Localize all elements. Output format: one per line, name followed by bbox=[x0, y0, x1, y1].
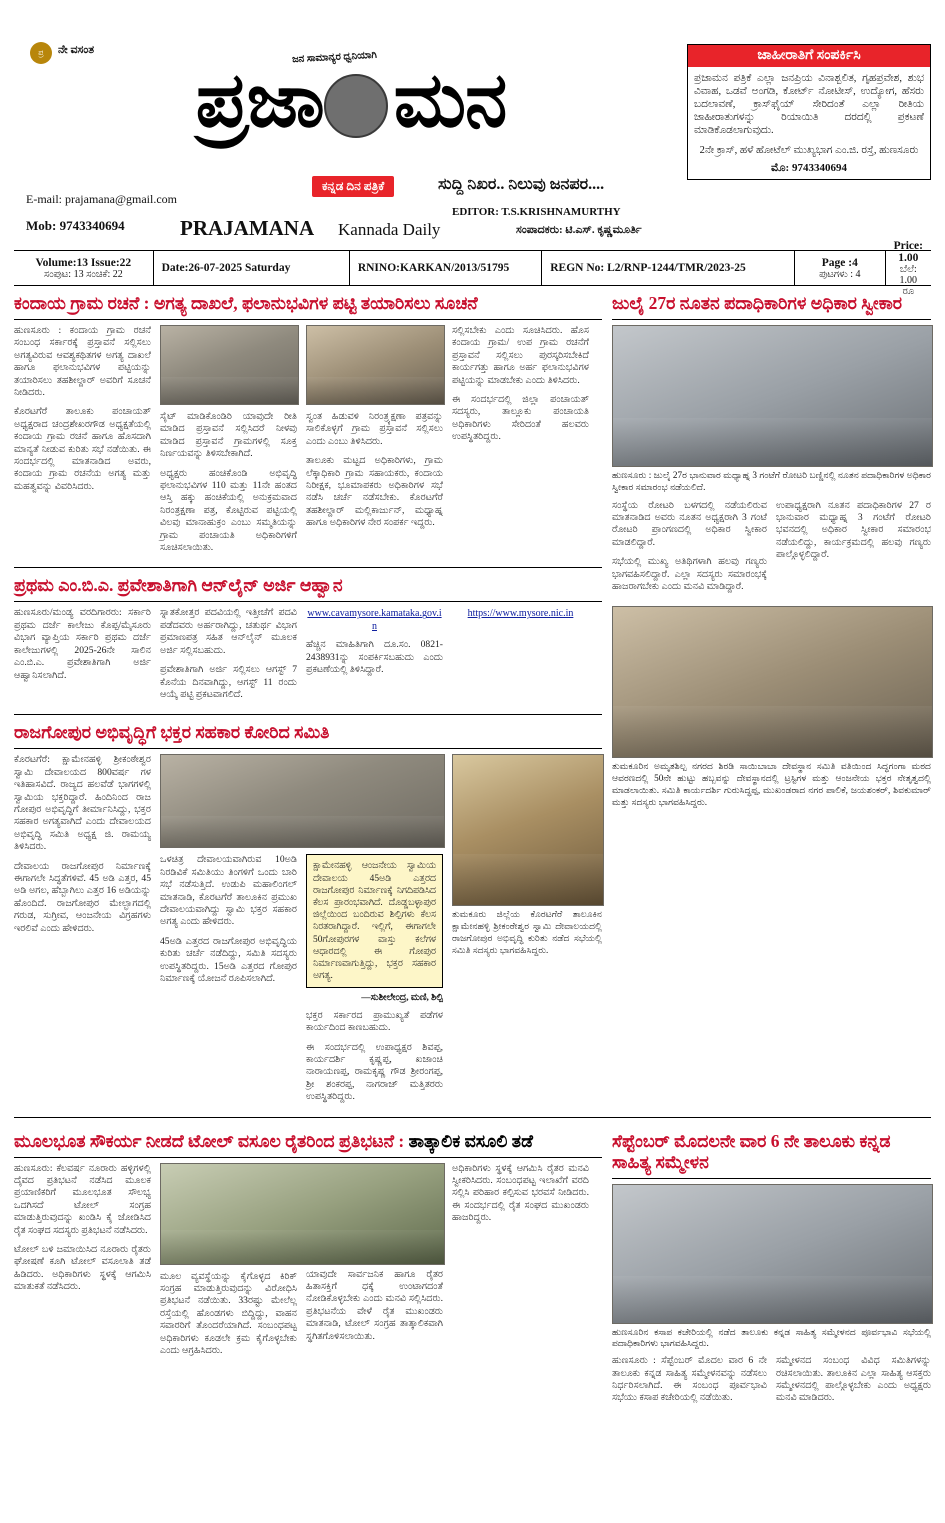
mla-col-2 bbox=[160, 607, 297, 708]
paragraph: ಒಳಚಿತ್ರ ದೇವಾಲಯವಾಗಿರುವ 10ಅಡಿ ನಿರಡಿವಿಕೆ ಸಮಿತಿಯು ತಿಂಗಳಿಗೆ ಒಂದು ಬಾರಿ ಸಭೆ ನಡೆಸುತ್ತಿದೆ. ಉಡುಪಿ ಮಹಾಲಿಂಗಲ್ ಮಾತನಾಡಿ, ಕೊರಟಗೆರೆ ತಾಲೂಕಿನ ಪ್ರಮುಖ ದೇವಾಲಯವಾಗಿದ್ದು ಸ್ವಾಮಿ ಭಕ್ತರ ಸಹಕಾರ ಅಗತ್ಯ ಎಂದು ಹೇಳಿದರು. bbox=[160, 854, 297, 928]
editor-label-kn: ಸಂಪಾದಕರು: ಟಿ.ಎಸ್. ಕೃಷ್ಣಮೂರ್ತಿ bbox=[516, 224, 642, 236]
tagline-right: ಸುದ್ದಿ ನಿಖರ.. ನಿಲುವು ಜನಪರ.... bbox=[438, 176, 605, 193]
mla-story bbox=[14, 607, 602, 708]
toll-block bbox=[14, 1124, 602, 1412]
right-block bbox=[612, 286, 931, 1111]
paragraph: ಮೂಲ ವ್ಯವಸ್ಥೆಯನ್ನು ಕೈಗೊಳ್ಳದ ಕಿರಿಕ್ ಸಂಗ್ರಹ ಮಾಡುತ್ತಿರುವುದನ್ನು ವಿರೋಧಿಸಿ ಪ್ರತಿಭಟನೆ ನಡೆಯಿತು. 33ರಷ್ಟು ಮೇಲೆಲ್ಲ ರಸ್ತೆಯಲ್ಲಿ ಹೊಂಡಗಳು ಬಿದ್ದಿದ್ದು, ವಾಹನ ಸವಾರರಿಗೆ ತೊಂದರೆಯಾಗಿದೆ. ಸಂಬಂಧಪಟ್ಟ ಅಧಿಕಾರಿಗಳು ಕೂಡಲೇ ಕ್ರಮ ಕೈಗೊಳ್ಳಬೇಕು ಎಂದು ಆಗ್ರಹಿಸಿದರು. bbox=[160, 1270, 297, 1357]
paper-title-english: PRAJAMANA bbox=[180, 216, 315, 240]
mysore-nic-link[interactable]: https://www.mysore.nic.in bbox=[467, 608, 574, 620]
paragraph: ದೇವಾಲಯ ರಾಜಗೋಪುರ ನಿರ್ಮಾಣಕ್ಕೆ ಈಗಾಗಲೇ ಸಿದ್ಧತೆಗಳಿವೆ. 45 ಅಡಿ ಎತ್ತರ, 45 ಅಡಿ ಅಗಲ, ಹೆಬ್ಬಾಗಿಲು ಎತ್ತರ 16 ಅಡಿಯನ್ನು ಹೊಂದಿದೆ. ರಾಜಗೋಪುರ ಮೇಲ್ಭಾಗದಲ್ಲಿ ಗರುಡ, ಸುಗ್ರೀವ, ಆಂಜನೇಯ ವಿಗ್ರಹಗಳು ಇರಲಿವೆ ಎಂದು ಹೇಳಿದರು. bbox=[14, 860, 151, 934]
rajagopura-col-1 bbox=[14, 754, 151, 1110]
price-label: Price: 1.00 bbox=[893, 239, 923, 264]
cavamysore-link[interactable]: www.cavamysore.kamataka.gov.in bbox=[307, 608, 442, 633]
rnino-cell bbox=[350, 251, 542, 285]
takeover-col-2 bbox=[776, 500, 931, 601]
lead-col-3 bbox=[306, 325, 443, 561]
advertisement-box bbox=[687, 44, 931, 180]
paragraph: ಅಧ್ಯಕ್ಷರು ಹಂಚಿಕೊಂಡಿ ಅಭಿವೃದ್ಧಿ ಫಲಾನುಭವಿಗಳ 110 ಮತ್ತು 11ನೇ ಹಂತದ ಆಸ್ತಿ ಹಕ್ಕು ಹಂಚಿಕೆಯಲ್ಲಿ ಅನುಕ್ರಮವಾದ ನಿರಂತ್ರಕ್ಷಣಾ ಪತ್ರ, ಕೊಟ್ಟಿರುವ ಪಟ್ಟಿಯಲ್ಲಿ ವಿಲವು ಮಾನಾಹುಕ್ರಂ ಎಂಬು ಸಮ್ಮತಿಯನ್ನು ಗ್ರಾಮ ಪಂಚಾಯತಿ ಅಧಿಕಾರಿಗಳಿಗೆ ಸೂಚಿಸಲಾಯಿತು. bbox=[160, 467, 297, 554]
ad-address: 2ನೇ ಕ್ರಾಸ್, ಹಳೆ ಹೋಟೆಲ್ ಮುಖ್ಯಭಾಗ ಎಂ.ಜಿ. ರಸ್ತೆ, ಹುಣಸೂರು bbox=[699, 145, 919, 156]
editor-label: EDITOR: T.S.KRISHNAMURTHY bbox=[452, 206, 621, 218]
paragraph: ಕೊರಟಗೆರೆ ತಾಲೂಕು ಪಂಚಾಯತ್ ಅಧ್ಯಕ್ಷರಾದ ಚಂದ್ರಶೇಖರಗೌಡ ಅಧ್ಯಕ್ಷತೆಯಲ್ಲಿ ಕಂದಾಯ ಗ್ರಾಮ ರಚನೆ ಹಾಗೂ ಹೊಸದಾಗಿ ಮಾನ್ಯತೆ ನೀಡುವ ಕುರಿತು ಸಭೆ ನಡೆಯಿತು. ಈ ಸಂದರ್ಭದಲ್ಲಿ ಮಾತನಾಡಿದ ಅವರು, ಕಂದಾಯ ಗ್ರಾಮ ರಚನೆಯ ಅಗತ್ಯ ಮತ್ತು ಮಹತ್ವವನ್ನು ವಿವರಿಸಿದರು. bbox=[14, 406, 151, 492]
takeover-caption: ಹುಣಸೂರು : ಜುಲೈ 27ರ ಭಾನುವಾರ ಮಧ್ಯಾಹ್ನ 3 ಗಂಟೆಗೆ ರೋಟರಿ ಬಣ್ಣಿನಲ್ಲಿ ನೂತನ ಪದಾಧಿಕಾರಿಗಳ ಅಧಿಕಾರ ಸ್ವೀಕಾರ ಸಮಾರಂಭ ನಡೆಯಲಿದೆ. bbox=[612, 470, 931, 492]
date-cell bbox=[154, 251, 350, 285]
rajagopura-story bbox=[14, 754, 602, 1110]
paragraph: ಯಾವುದೇ ಸಾರ್ವಜನಿಕ ಹಾಗೂ ರೈತರ ಹಿತಾಸಕ್ತಿಗೆ ಧಕ್ಕೆ ಉಂಟಾಗದಂತೆ ನೋಡಿಕೊಳ್ಳಬೇಕು ಎಂದು ಮನವಿ ಸಲ್ಲಿಸಿದರು. ಪ್ರತಿಭಟನೆಯ ವೇಳೆ ರೈತ ಮುಖಂಡರು ಮಾತನಾಡಿ, ಟೋಲ್ ಸಂಗ್ರಹ ತಾತ್ಕಾಲಿಕವಾಗಿ ಸ್ಥಗಿತಗೊಳಿಸಲಾಯಿತು. bbox=[306, 1268, 443, 1342]
paragraph: ಸಲ್ಲಿಸಬೇಕು ಎಂದು ಸೂಚಿಸಿದರು. ಹೊಸ ಕಂದಾಯ ಗ್ರಾಮ/ ಉಪ ಗ್ರಾಮ ರಚನೆಗೆ ಪ್ರಸ್ತಾವನೆ ಸಲ್ಲಿಸಲು ಪುರಸ್ಕರಿಸಬೇಕಿದೆ ಕಾರ್ಯಗತ್ತು ಹಾಗೂ ಅರ್ಹ ಫಲಾನುಭವಿಗಳ ಪಟ್ಟಿಯನ್ನು ಮಾಡಬೇಕು ಎಂದು ತಿಳಿಸಿದರು. bbox=[452, 325, 589, 386]
ad-body: ಪ್ರಜಾಮನ ಪತ್ರಿಕೆ ಎಲ್ಲಾ ಜನಪ್ರಿಯ ವಿನಾಶ್ಬಲಿತ, ಗೃಹಪ್ರವೇಶ, ಶುಭ ವಿವಾಹ, ಒಡವೆ ಅಂಗಡಿ, ಕೋರ್ಟ್ ನೋಟೀಸ್, ಉದ್ಯೋಗ, ಹೆಸರು ಬದಲಾವಣೆ, ಕ್ರಾಸ್‌ಫೈಯ್ ಸೇರಿದಂತೆ ಎಲ್ಲಾ ರೀತಿಯ ಜಾಹೀರಾತುಗಳನ್ನು ರಿಯಾಯಿತಿ ದರದಲ್ಲಿ ಪ್ರಕಟಣೆ ಮಾಡಿಕೊಡಲಾಗುವುದು. bbox=[694, 73, 924, 136]
temple-photo-caption: ತುಮಕೂರು ಜಿಲ್ಲೆಯ ಕೊರಟಗೆರೆ ತಾಲೂಕಿನ ಕ್ಷಾಮೇನಹಳ್ಳಿ ಶ್ರೀಕಂಠೇಶ್ವರ ಸ್ವಾಮಿ ದೇವಾಲಯದಲ್ಲಿ ರಾಜಗೋಪುರ ಅಭಿವೃದ್ಧಿ ಕುರಿತು ನಡೆದ ಸಭೆಯಲ್ಲಿ ಸಮಿತಿ ಸದಸ್ಯರು ಭಾಗವಹಿಸಿದ್ದರು. bbox=[452, 909, 602, 955]
toll-col-4 bbox=[452, 1163, 589, 1365]
takeover-col-1 bbox=[612, 500, 767, 601]
paragraph: ಪ್ರವೇಶಾತಿಗಾಗಿ ಅರ್ಜಿ ಸಲ್ಲಿಸಲು ಆಗಸ್ಟ್ 7 ಕೊನೆಯ ದಿನವಾಗಿದ್ದು, ಆಗಸ್ಟ್ 11 ರಂದು ಆಯ್ಕೆ ಪಟ್ಟಿ ಪ್ರಕಟವಾಗಲಿದೆ. bbox=[160, 664, 297, 700]
sahitya-block bbox=[612, 1124, 931, 1412]
paper-subtitle-english: Kannada Daily bbox=[338, 220, 441, 239]
masthead bbox=[0, 0, 945, 250]
mla-col-1 bbox=[14, 607, 151, 708]
toll-headline-text: ಮೂಲಭೂತ ಸೌಕರ್ಯ ನೀಡದೆ ಟೋಲ್ ವಸೂಲ ರೈತರಿಂದ ಪ್ರತಿಭಟನೆ : bbox=[14, 1130, 405, 1151]
paragraph: ಟೋಲ್ ಬಳಿ ಜಮಾಯಿಸಿದ ನೂರಾರು ರೈತರು ಘೋಷಣೆ ಕೂಗಿ ಟೋಲ್ ವಸೂಲಾತಿ ತಡೆ ಹಿಡಿದರು. ಅಧಿಕಾರಿಗಳು ಸ್ಥಳಕ್ಕೆ ಆಗಮಿಸಿ ಮಾತುಕತೆ ನಡೆಸಿದರು. bbox=[14, 1244, 151, 1293]
regn-cell bbox=[542, 251, 795, 285]
paragraph: ಸಂಸ್ಥೆಯ ರೋಟರಿ ಬಳಗದಲ್ಲಿ ನಡೆಯಲಿರುವ ಮಾತನಾಡಿದ ಅವರು ನೂತನ ಅಧ್ಯಕ್ಷರಾಗಿ 3 ಗಂಟೆ ರೋಟರಿ ಪ್ರಾಂಗಣದಲ್ಲಿ ಅಧಿಕಾರ ಸ್ವೀಕಾರ ಮಾಡಲಿದ್ದಾರೆ. bbox=[612, 499, 767, 548]
arch-text: ಜನ ಸಾಮಾನ್ಯರ ಧ್ವನಿಯಾಗಿ bbox=[291, 49, 377, 66]
paragraph: ಸಭೆಯಲ್ಲಿ ಮುಖ್ಯ ಅತಿಥಿಗಳಾಗಿ ಹಲವು ಗಣ್ಯರು ಭಾಗವಹಿಸಲಿದ್ದಾರೆ. ಎಲ್ಲಾ ಸದಸ್ಯರು ಸಮಾರಂಭಕ್ಕೆ ಹಾಜರಾಗಬೇಕು ಎಂದು ಮನವಿ ಮಾಡಿದ್ದಾರೆ. bbox=[612, 556, 767, 593]
paragraph: ತಾಲೂಕು ಮಟ್ಟದ ಅಧಿಕಾರಿಗಳು, ಗ್ರಾಮ ಲೆಕ್ಕಾಧಿಕಾರಿ ಗ್ರಾಮ ಸಹಾಯಕರು, ಕಂದಾಯ ನಿರೀಕ್ಷಕ, ಭೂಮಾಪಕರು ಅಧಿಕಾರಿಗಳ ಸಭೆ ನಡೆಸಿ ಚರ್ಚೆ ನಡೆಸಬೇಕು. ಕೊರಟಗೆರೆ ತಹಶೀಲ್ದಾರ್ ಮಲ್ಲಿಕಾರ್ಜುನ್, ಮಧ್ಯಾಹ್ನ ಹಾಗೂ ಅಧಿಕಾರಿಗಳ ನೇರ ಸಂಪರ್ಕ ಇದ್ದರು. bbox=[306, 455, 443, 529]
page-cell bbox=[795, 251, 886, 285]
lead-col-4 bbox=[452, 325, 589, 561]
paragraph: ಹುಣಸೂರು: ಕೆಲವರ್ಷ ನೂರಾರು ಹಳ್ಳಿಗಳಲ್ಲಿ ದೈವದ ಪ್ರತಿಭಟನೆ ನಡೆಸಿದ ಮೂಲಕ ಪ್ರಯಾಣಿಕರಿಗೆ ಮೂಲಭೂತ ಸೌಲಭ್ಯ ಒದಗಿಸದೆ ಟೋಲ್ ಸಂಗ್ರಹ ಮಾಡುತ್ತಿರುವುದನ್ನು ಖಂಡಿಸಿ ಕೈ ಜೋಡಿಸಿದ ರೈತ ಸಂಘದ ಸದಸ್ಯರು ಪ್ರತಿಭಟನೆ ನಡೆಸಿದರು. bbox=[14, 1162, 151, 1236]
price-label-kn: ಬೆಲೆ: 1.00 ರೂ bbox=[899, 263, 918, 297]
lead-col-2 bbox=[160, 325, 297, 561]
left-block bbox=[14, 286, 602, 1111]
paragraph: ಹುಣಸೂರು/ಮಂಡ್ಯ ವರದಿಗಾರರು: ಸರ್ಕಾರಿ ಪ್ರಥಮ ದರ್ಜೆ ಕಾಲೇಜು ಕೊಪ್ಪ/ಮೈಸೂರು ವಿಭಾಗ ವ್ಯಾಪ್ತಿಯ ಸರ್ಕಾರಿ ಪ್ರಥಮ ದರ್ಜೆ ಕಾಲೇಜುಗಳಲ್ಲಿ 2025-26ನೇ ಸಾಲಿನ ಎಂ.ಬಿ.ಎ. ಪ್ರವೇಶಾತಿಗಾಗಿ ಅರ್ಜಿ ಆಹ್ವಾನಿಸಲಾಗಿದೆ. bbox=[14, 607, 151, 681]
email-label: E-mail: prajamana@gmail.com bbox=[26, 192, 177, 206]
toll-col-2 bbox=[160, 1163, 297, 1365]
paper-title-right: ಮನ bbox=[393, 59, 507, 143]
issue-info-bar bbox=[14, 239, 931, 297]
ad-phone: ಮೊ: 9743340694 bbox=[771, 162, 847, 174]
date-label: Date:26-07-2025 Saturday bbox=[161, 262, 291, 274]
page-label-kn: ಪುಟಗಳು : 4 bbox=[819, 268, 861, 280]
toll-headline bbox=[14, 1131, 602, 1152]
sahitya-headline: ಸೆಪ್ಟೆಂಬರ್ ಮೊದಲನೇ ವಾರ 6 ನೇ ತಾಲೂಕು ಕನ್ನಡ ಸಾಹಿತ್ಯ ಸಮ್ಮೇಳನ bbox=[612, 1130, 891, 1172]
temple-photo bbox=[452, 754, 604, 906]
paragraph: ಹೆಚ್ಚಿನ ಮಾಹಿತಿಗಾಗಿ ದೂ.ಸಂ. 0821-2438931ನ್ನು ಸಂಪರ್ಕಿಸಬಹುದು ಎಂದು ಪ್ರಕಟಣೆಯಲ್ಲಿ ತಿಳಿಸಿದ್ದಾರೆ. bbox=[306, 639, 443, 676]
takeover-photo bbox=[612, 325, 933, 467]
toll-photo bbox=[160, 1163, 445, 1265]
volume-label-kn: ಸಂಪುಟ: 13 ಸಂಚಿಕೆ: 22 bbox=[43, 268, 123, 280]
sahitya-caption: ಹುಣಸೂರಿನ ಕಸಾಪ ಕಚೇರಿಯಲ್ಲಿ ನಡೆದ ತಾಲೂಕು ಕನ್ನಡ ಸಾಹಿತ್ಯ ಸಮ್ಮೇಳನದ ಪೂರ್ವಭಾವಿ ಸಭೆಯಲ್ಲಿ ಪದಾಧಿಕಾರಿಗಳು ಭಾಗವಹಿಸಿದ್ದರು. bbox=[612, 1326, 931, 1349]
rajagopura-photo bbox=[160, 754, 445, 848]
quote-credit: —ಸುಶೀಲೇಂದ್ರ, ಮಣಿ, ಶಿಲ್ಪಿ bbox=[361, 993, 443, 1004]
paragraph: ಸ್ವಂತ ಹಿಡುವಳಿ ನಿರಂತ್ರ್ಯಕ್ಷಣಾ ಪತ್ರವನ್ನು ಸಾಲಿಕೊಳ್ಳಗೆ ಗ್ರಾಮ ಪ್ರಸ್ತಾವನೆ ಸಲ್ಲಿಸಲು ಎಂದು ಎಂಬು ತಿಳಿಸಿದರು. bbox=[306, 411, 443, 447]
paragraph: ಕೊರಟಗೆರೆ: ಕ್ಷಾಮೇನಹಳ್ಳಿ ಶ್ರೀಕಂಠೇಶ್ವರ ಸ್ವಾಮಿ ದೇವಾಲಯದ 800ವರ್ಷ ಗಳ ಇತಿಹಾಸವಿದೆ. ರಾಜ್ಯದ ಹಲವೆಡೆ ಭಾಗಗಳಲ್ಲಿ ಸ್ವಾಮಿಯ ಭಕ್ತರಿದ್ದಾರೆ. ಹಿಂದಿನಿಂದ ರಾಜ ಗೋಪುರ ಅಭಿವೃದ್ಧಿಗೆ ತೀರ್ಮಾನಿಸಿದ್ದು, ಭಕ್ತರ ಸಹಕಾರ ಅಗತ್ಯವಾಗಿದೆ ಎಂದು ದೇವಾಲಯದ ಅಭಿವೃದ್ಧಿ ಸಮಿತಿ ಅಧ್ಯಕ್ಷ ಜಿ. ರಾಮಯ್ಯ ತಿಳಿಸಿದರು. bbox=[14, 754, 151, 853]
toll-col-1 bbox=[14, 1163, 151, 1365]
regn-label: REGN No: L2/RNP-1244/TMR/2023-25 bbox=[550, 262, 746, 274]
emblem-icon bbox=[318, 68, 394, 152]
paragraph: ಸೈಟ್ ಮಾಡಿಕೊಂಡಿರಿ ಯಾವುದೇ ರೀತಿ ಮಾಡಿದ ಪ್ರಸ್ತಾವನೆ ಸಲ್ಲಿಸಿದರೆ ನೀಳವು ಮಾಡಿದ ಪ್ರಸ್ತಾವನೆ ಗ್ರಾಮಗಳಲ್ಲಿ ಸೂಕ್ತ ನಿರ್ಣಯವನ್ನು ತಿಳಿಸಬೇಕಾಗಿದೆ. bbox=[160, 411, 297, 460]
mla-col-3 bbox=[306, 607, 443, 708]
logo-icon: ಪ್ರ bbox=[30, 42, 52, 64]
paragraph: ಉಪಾಧ್ಯಕ್ಷರಾಗಿ ನೂತನ ಪದಾಧಿಕಾರಿಗಳ 27 ರ ಭಾನುವಾರ ಮಧ್ಯಾಹ್ನ 3 ಗಂಟೆಗೆ ರೋಟರಿ ಭವನದಲ್ಲಿ ಅಧಿಕಾರ ಸ್ವೀಕಾರ ಸಮಾರಂಭ ನಡೆಯಲಿದ್ದು, ಕಾರ್ಯಕ್ರಮದಲ್ಲಿ ಹಲವು ಗಣ್ಯರು ಪಾಲ್ಗೊಳ್ಳಲಿದ್ದಾರೆ. bbox=[776, 499, 931, 561]
rajagopura-headline: ರಾಜಗೋಪುರ ಅಭಿವೃದ್ಧಿಗೆ ಭಕ್ತರ ಸಹಕಾರ ಕೋರಿದ ಸಮಿತಿ bbox=[14, 722, 330, 743]
rnino-label: RNINO:KARKAN/2013/51795 bbox=[357, 262, 510, 274]
paragraph: ಹುಣಸೂರು : ಸೆಪ್ಟೆಂಬರ್ ಮೊದಲ ವಾರ 6 ನೇ ತಾಲೂಕು ಕನ್ನಡ ಸಾಹಿತ್ಯ ಸಮ್ಮೇಳನವನ್ನು ನಡೆಸಲು ನಿರ್ಧರಿಸಲಾಗಿದೆ. ಈ ಸಂಬಂಧ ಪೂರ್ವಭಾವಿ ಸಭೆಯು ಕಸಾಪ ಕಚೇರಿಯಲ್ಲಿ ನಡೆಯಿತು. bbox=[612, 1355, 767, 1404]
rajagopura-col-3 bbox=[452, 754, 602, 1110]
price-cell bbox=[886, 239, 931, 297]
brand-small-label: ನೇ ವಸಂತ bbox=[58, 44, 95, 56]
lead-story bbox=[14, 325, 602, 561]
paragraph: ಈ ಸಂದರ್ಭದಲ್ಲಿ ಜಿಲ್ಲಾ ಪಂಚಾಯತ್ ಸದಸ್ಯರು, ತಾಲ್ಲೂಕು ಪಂಚಾಯತಿ ಅಧಿಕಾರಿಗಳು ಸೇರಿದಂತೆ ಹಲವರು ಉಪಸ್ಥಿತರಿದ್ದರು. bbox=[452, 394, 589, 443]
lead-photo-a bbox=[160, 325, 299, 405]
lead-photo-b bbox=[306, 325, 445, 405]
tagline-badge: ಕನ್ನಡ ದಿನ ಪತ್ರಿಕೆ bbox=[312, 176, 394, 197]
highlight-box: ಕ್ಷಾಮೇನಹಳ್ಳಿ ಆಂಜನೇಯ ಸ್ವಾಮಿಯ ದೇವಾಲಯ 45ಅಡಿ ಎತ್ತರದ ರಾಜಗೋಪುರ ನಿರ್ಮಾಣಕ್ಕೆ ನಿಗದಿಪಡಿಸಿದ ಕೆಲಸ ಪ್ರಾರಂಭವಾಗಿದೆ. ದೊಡ್ಡಬಳ್ಳಾಪುರ ಜಿಲ್ಲೆಯಿಂದ ಬಂದಿರುವ ಶಿಲ್ಪಿಗಳು ಕೆಲಸ ನಿರತರಾಗಿದ್ದಾರೆ. ಇಲ್ಲಿಗೆ, ಈಗಾಗಲೇ 50ಗೋಪುರಗಳ ವಾಸ್ತು ಕಲೆಗಳ ಆಧಾರದಲ್ಲಿ ಈ ಗೋಪುರ ನಿರ್ಮಾಣವಾಗುತ್ತಿದ್ದು, ಭಕ್ತರ ಸಹಕಾರ ಅಗತ್ಯ. bbox=[306, 854, 443, 988]
paragraph: 45ಅಡಿ ಎತ್ತರದ ರಾಜಗೋಪುರ ಅಭಿವೃದ್ಧಿಯ ಕುರಿತು ಚರ್ಚೆ ನಡೆದಿದ್ದು, ಸಮಿತಿ ಸದಸ್ಯರು ಉಪಸ್ಥಿತರಿದ್ದರು. 15ಅಡಿ ಎತ್ತರದ ಗೋಪುರ ನಿರ್ಮಾಣಕ್ಕೆ ಯೋಜನೆ ರೂಪಿಸಲಾಗಿದೆ. bbox=[160, 935, 297, 984]
sahitya-col-2 bbox=[776, 1355, 931, 1412]
paragraph: ಸಮ್ಮೇಳನದ ಸಂಬಂಧ ವಿವಿಧ ಸಮಿತಿಗಳನ್ನು ರಚಿಸಲಾಯಿತು. ತಾಲೂಕಿನ ಎಲ್ಲಾ ಸಾಹಿತ್ಯ ಆಸಕ್ತರು ಸಮ್ಮೇಳನದಲ್ಲಿ ಪಾಲ್ಗೊಳ್ಳಬೇಕು ಎಂದು ಅಧ್ಯಕ್ಷರು ಮನವಿ ಮಾಡಿದರು. bbox=[776, 1355, 931, 1404]
paper-title-left: ಪ್ರಜಾ bbox=[195, 59, 324, 143]
temple-event-photo bbox=[612, 606, 933, 758]
mobile-label: Mob: 9743340694 bbox=[26, 218, 125, 233]
toll-headline-text-2: ತಾತ್ಕಾಲಿಕ ವಸೂಲಿ ತಡೆ bbox=[408, 1130, 533, 1151]
mla-headline: ಪ್ರಥಮ ಎಂ.ಬಿ.ಎ. ಪ್ರವೇಶಾತಿಗಾಗಿ ಆನ್‌ಲೈನ್ ಅರ್ಜಿ ಆಹ್ವಾನ bbox=[14, 575, 343, 596]
temple-event-caption: ತುಮಕೂರಿನ ಅಮೃತಶಿಲ್ಪ ನಗರದ ಶಿರಡಿ ಸಾಯಿಬಾಬಾ ದೇವಸ್ಥಾನ ಸಮಿತಿ ವತಿಯಿಂದ ಸಿದ್ಧಗಂಗಾ ಮಠದ ಆವರಣದಲ್ಲಿ 50ನೇ ಹುಟ್ಟು ಹಬ್ಬವನ್ನು ದೇವಸ್ಥಾನದಲ್ಲಿ ಟ್ರಸ್ಟಿಗಳ ಮತ್ತು ಆಂಜನೇಯ ಭಕ್ತರ ನೇತೃತ್ವದಲ್ಲಿ ಮಾಡಲಾಯಿತು. ಸಮಿತಿ ಕಾರ್ಯದರ್ಶಿ ಗುರುಸಿದ್ಧಪ್ಪ, ಮುಖಂಡರಾದ ನಗರ ಪಾಲಿಕೆ, ಜಯಶಂಕರ್, ಶಿವಕುಮಾರ್ ಮತ್ತು ಸದಸ್ಯರು ಭಾಗವಹಿಸಿದ್ದರು. bbox=[612, 761, 931, 807]
paragraph: ಹುಣಸೂರು : ಕಂದಾಯ ಗ್ರಾಮ ರಚನೆ ಸಂಬಂಧ ಸರ್ಕಾರಕ್ಕೆ ಪ್ರಸ್ತಾವನೆ ಸಲ್ಲಿಸಲು ಅಗತ್ಯವಿರುವ ಆವಶ್ಯಕಥಿತಗಳ ಅಗತ್ಯ ದಾಖಲೆ ಹಾಗೂ ಫಲಾನುಭವಿಗಳ ಪಟ್ಟಿಯನ್ನು ತಯಾರಿಸಲು ತಹಶೀಲ್ದಾರ್ ಅವರಿಗೆ ಸೂಚನೆ ನೀಡಿದರು. bbox=[14, 325, 151, 399]
paragraph: ಸ್ನಾತಕೋತ್ತರ ಪದವಿಯಲ್ಲಿ ಇತ್ತೀಚೆಗೆ ಪದವಿ ಪಡೆದವರು ಅರ್ಹರಾಗಿದ್ದು, ಚತುರ್ಥ ವಿಭಾಗ ಪ್ರಮಾಣಪತ್ರ ಸಹಿತ ಆನ್‌ಲೈನ್ ಮೂಲಕ ಅರ್ಜಿ ಸಲ್ಲಿಸಬಹುದು. bbox=[160, 607, 297, 656]
sahitya-col-1 bbox=[612, 1355, 767, 1412]
rajagopura-col-2 bbox=[160, 754, 443, 1110]
ad-heading: ಜಾಹೀರಾತಿಗೆ ಸಂಪರ್ಕಿಸಿ bbox=[688, 45, 930, 67]
paragraph: ಭಕ್ತರ ಸರ್ಕಾರದ ಪ್ರಾಮುಖ್ಯತೆ ಪಡೆಗಳ ಕಾರ್ಯದಿಂದ ಕಾಣಬಹುದು. bbox=[306, 1009, 443, 1034]
lead-headline: ಕಂದಾಯ ಗ್ರಾಮ ರಚನೆ : ಅಗತ್ಯ ದಾಖಲೆ, ಫಲಾನುಭವಿಗಳ ಪಟ್ಟಿ ತಯಾರಿಸಲು ಸೂಚನೆ bbox=[14, 293, 478, 313]
content-area bbox=[14, 286, 931, 1412]
volume-cell bbox=[14, 251, 154, 285]
paragraph: ಈ ಸಂದರ್ಭದಲ್ಲಿ ಉಪಾಧ್ಯಕ್ಷರ ಶಿವಪ್ಪ, ಕಾರ್ಯದರ್ಶಿ ಕೃಷ್ಣಪ್ಪ, ಖಜಾಂಚಿ ನಾರಾಯಣಪ್ಪ, ರಾಮಕೃಷ್ಣ ಗೌಡ ಶ್ರೀರಂಗಪ್ಪ, ಶ್ರೀ ಶಂಕರಪ್ಪ, ನಾಗರಾಜ್ ಮತ್ತಿತರರು ಉಪಸ್ಥಿತರಿದ್ದರು. bbox=[306, 1041, 443, 1103]
takeover-headline: ಜುಲೈ 27ರ ನೂತನ ಪದಾಧಿಕಾರಿಗಳ ಅಧಿಕಾರ ಸ್ವೀಕಾರ bbox=[612, 293, 903, 313]
paragraph: ಅಧಿಕಾರಿಗಳು ಸ್ಥಳಕ್ಕೆ ಆಗಮಿಸಿ ರೈತರ ಮನವಿ ಸ್ವೀಕರಿಸಿದರು. ಸಂಬಂಧಪಟ್ಟ ಇಲಾಖೆಗೆ ವರದಿ ಸಲ್ಲಿಸಿ ಪರಿಹಾರ ಕಲ್ಪಿಸುವ ಭರವಸೆ ನೀಡಿದರು. ಈ ಸಂದರ್ಭದಲ್ಲಿ ರೈತ ಸಂಘದ ಮುಖಂಡರು ಹಾಜರಿದ್ದರು. bbox=[452, 1162, 589, 1224]
page-label: Page :4 bbox=[821, 256, 858, 269]
volume-label: Volume:13 Issue:22 bbox=[35, 256, 132, 269]
mla-col-4 bbox=[452, 607, 589, 708]
lead-col-1 bbox=[14, 325, 151, 561]
toll-story bbox=[14, 1163, 602, 1365]
sahitya-photo bbox=[612, 1184, 933, 1324]
